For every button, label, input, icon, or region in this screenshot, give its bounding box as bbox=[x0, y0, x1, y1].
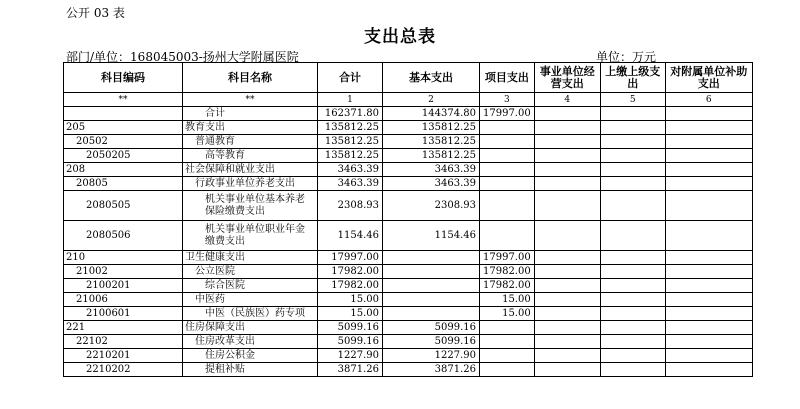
project-cell bbox=[480, 221, 535, 251]
superior-cell bbox=[600, 335, 665, 349]
project-cell: 15.00 bbox=[480, 307, 535, 321]
total-cell: 3871.26 bbox=[318, 363, 383, 377]
total-cell: 15.00 bbox=[318, 293, 383, 307]
superior-cell bbox=[600, 293, 665, 307]
basic-cell: 144374.80 bbox=[383, 107, 480, 121]
basic-cell bbox=[383, 279, 480, 293]
table-row bbox=[64, 279, 753, 293]
subsidy-cell bbox=[665, 135, 752, 149]
basic-cell: 1227.90 bbox=[383, 349, 480, 363]
index-cell: 2 bbox=[383, 93, 480, 107]
table-row bbox=[64, 251, 753, 265]
code-cell: 2050205 bbox=[64, 149, 183, 163]
basic-cell: 135812.25 bbox=[383, 149, 480, 163]
total-cell: 135812.25 bbox=[318, 149, 383, 163]
basic-cell bbox=[383, 293, 480, 307]
project-cell bbox=[480, 191, 535, 221]
name-cell: 教育支出 bbox=[183, 121, 318, 135]
total-cell: 17982.00 bbox=[318, 265, 383, 279]
index-cell: 4 bbox=[534, 93, 600, 107]
index-cell: 3 bbox=[480, 93, 535, 107]
total-cell: 3463.39 bbox=[318, 177, 383, 191]
business-cell bbox=[534, 221, 600, 251]
index-cell: 6 bbox=[665, 93, 752, 107]
form-number: 公开 03 表 bbox=[66, 6, 125, 20]
project-cell bbox=[480, 163, 535, 177]
project-cell: 17997.00 bbox=[480, 107, 535, 121]
subsidy-cell bbox=[665, 363, 752, 377]
col-header-business: 事业单位经营支出 bbox=[534, 63, 600, 93]
subsidy-cell bbox=[665, 349, 752, 363]
subsidy-cell bbox=[665, 149, 752, 163]
subsidy-cell bbox=[665, 191, 752, 221]
table-row bbox=[64, 349, 753, 363]
name-cell: 普通教育 bbox=[183, 135, 318, 149]
superior-cell bbox=[600, 163, 665, 177]
superior-cell bbox=[600, 321, 665, 335]
table-row bbox=[64, 135, 753, 149]
project-cell bbox=[480, 149, 535, 163]
page-title: 支出总表 bbox=[364, 27, 436, 47]
code-cell: 21006 bbox=[64, 293, 183, 307]
name-cell: 合计 bbox=[183, 107, 318, 121]
superior-cell bbox=[600, 191, 665, 221]
table-row bbox=[64, 363, 753, 377]
code-cell: 20805 bbox=[64, 177, 183, 191]
total-cell: 5099.16 bbox=[318, 321, 383, 335]
code-cell: 210 bbox=[64, 251, 183, 265]
project-cell bbox=[480, 321, 535, 335]
subsidy-cell bbox=[665, 107, 752, 121]
name-cell: 公立医院 bbox=[183, 265, 318, 279]
total-cell: 135812.25 bbox=[318, 121, 383, 135]
code-cell: 221 bbox=[64, 321, 183, 335]
code-cell: 2210201 bbox=[64, 349, 183, 363]
project-cell: 17997.00 bbox=[480, 251, 535, 265]
name-cell: 提租补贴 bbox=[183, 363, 318, 377]
expenditure-table bbox=[63, 62, 753, 377]
superior-cell bbox=[600, 265, 665, 279]
basic-cell bbox=[383, 265, 480, 279]
code-cell: 22102 bbox=[64, 335, 183, 349]
total-cell: 135812.25 bbox=[318, 135, 383, 149]
code-cell: 2080506 bbox=[64, 221, 183, 251]
basic-cell bbox=[383, 251, 480, 265]
code-cell: 2100201 bbox=[64, 279, 183, 293]
table-row bbox=[64, 121, 753, 135]
name-cell: 机关事业单位基本养老保险缴费支出 bbox=[183, 191, 318, 221]
business-cell bbox=[534, 293, 600, 307]
subsidy-cell bbox=[665, 293, 752, 307]
col-header-code: 科目编码 bbox=[64, 63, 183, 93]
superior-cell bbox=[600, 221, 665, 251]
business-cell bbox=[534, 121, 600, 135]
col-header-total: 合计 bbox=[318, 63, 383, 93]
total-cell: 1227.90 bbox=[318, 349, 383, 363]
superior-cell bbox=[600, 121, 665, 135]
business-cell bbox=[534, 149, 600, 163]
col-header-superior: 上缴上级支出 bbox=[600, 63, 665, 93]
subsidy-cell bbox=[665, 265, 752, 279]
total-cell: 162371.80 bbox=[318, 107, 383, 121]
project-cell: 15.00 bbox=[480, 293, 535, 307]
business-cell bbox=[534, 265, 600, 279]
subsidy-cell bbox=[665, 121, 752, 135]
table-row bbox=[64, 307, 753, 321]
project-cell bbox=[480, 121, 535, 135]
subsidy-cell bbox=[665, 177, 752, 191]
code-cell: 205 bbox=[64, 121, 183, 135]
name-cell: 中医（民族医）药专项 bbox=[183, 307, 318, 321]
total-cell: 17997.00 bbox=[318, 251, 383, 265]
index-cell: ** bbox=[64, 93, 183, 107]
business-cell bbox=[534, 363, 600, 377]
subsidy-cell bbox=[665, 251, 752, 265]
basic-cell: 5099.16 bbox=[383, 335, 480, 349]
table-row bbox=[64, 293, 753, 307]
total-cell: 15.00 bbox=[318, 307, 383, 321]
subsidy-cell bbox=[665, 221, 752, 251]
unit-label: 单位：万元 bbox=[596, 50, 657, 64]
project-cell: 17982.00 bbox=[480, 265, 535, 279]
project-cell bbox=[480, 177, 535, 191]
name-cell: 机关事业单位职业年金缴费支出 bbox=[183, 221, 318, 251]
table-row bbox=[64, 149, 753, 163]
business-cell bbox=[534, 335, 600, 349]
project-cell bbox=[480, 363, 535, 377]
table-row bbox=[64, 221, 753, 251]
subsidy-cell bbox=[665, 307, 752, 321]
superior-cell bbox=[600, 107, 665, 121]
project-cell bbox=[480, 349, 535, 363]
name-cell: 住房保障支出 bbox=[183, 321, 318, 335]
name-cell: 中医药 bbox=[183, 293, 318, 307]
business-cell bbox=[534, 349, 600, 363]
code-cell: 2080505 bbox=[64, 191, 183, 221]
basic-cell: 1154.46 bbox=[383, 221, 480, 251]
superior-cell bbox=[600, 279, 665, 293]
basic-cell bbox=[383, 307, 480, 321]
basic-cell: 3871.26 bbox=[383, 363, 480, 377]
business-cell bbox=[534, 135, 600, 149]
subsidy-cell bbox=[665, 279, 752, 293]
index-cell: 1 bbox=[318, 93, 383, 107]
business-cell bbox=[534, 191, 600, 221]
total-cell: 3463.39 bbox=[318, 163, 383, 177]
basic-cell: 5099.16 bbox=[383, 321, 480, 335]
code-cell: 2100601 bbox=[64, 307, 183, 321]
superior-cell bbox=[600, 363, 665, 377]
business-cell bbox=[534, 307, 600, 321]
table-row bbox=[64, 265, 753, 279]
department-label: 部门/单位：168045003-扬州大学附属医院 bbox=[66, 50, 299, 64]
total-cell: 2308.93 bbox=[318, 191, 383, 221]
table-row bbox=[64, 191, 753, 221]
name-cell: 行政事业单位养老支出 bbox=[183, 177, 318, 191]
table-row bbox=[64, 335, 753, 349]
basic-cell: 3463.39 bbox=[383, 177, 480, 191]
total-cell: 5099.16 bbox=[318, 335, 383, 349]
subsidy-cell bbox=[665, 335, 752, 349]
project-cell bbox=[480, 135, 535, 149]
col-header-subsidy: 对附属单位补助支出 bbox=[665, 63, 752, 93]
table-row bbox=[64, 321, 753, 335]
name-cell: 社会保障和就业支出 bbox=[183, 163, 318, 177]
superior-cell bbox=[600, 135, 665, 149]
business-cell bbox=[534, 251, 600, 265]
basic-cell: 2308.93 bbox=[383, 191, 480, 221]
superior-cell bbox=[600, 251, 665, 265]
index-cell: 5 bbox=[600, 93, 665, 107]
business-cell bbox=[534, 321, 600, 335]
code-cell: 2210202 bbox=[64, 363, 183, 377]
index-cell: ** bbox=[183, 93, 318, 107]
code-cell: 20502 bbox=[64, 135, 183, 149]
name-cell: 住房公积金 bbox=[183, 349, 318, 363]
superior-cell bbox=[600, 177, 665, 191]
superior-cell bbox=[600, 349, 665, 363]
business-cell bbox=[534, 177, 600, 191]
project-cell: 17982.00 bbox=[480, 279, 535, 293]
business-cell bbox=[534, 163, 600, 177]
subsidy-cell bbox=[665, 163, 752, 177]
business-cell bbox=[534, 279, 600, 293]
superior-cell bbox=[600, 307, 665, 321]
basic-cell: 135812.25 bbox=[383, 121, 480, 135]
basic-cell: 3463.39 bbox=[383, 163, 480, 177]
project-cell bbox=[480, 335, 535, 349]
table-row bbox=[64, 107, 753, 121]
table-row bbox=[64, 177, 753, 191]
name-cell: 住房改革支出 bbox=[183, 335, 318, 349]
col-header-basic: 基本支出 bbox=[383, 63, 480, 93]
name-cell: 综合医院 bbox=[183, 279, 318, 293]
col-header-name: 科目名称 bbox=[183, 63, 318, 93]
code-cell bbox=[64, 107, 183, 121]
total-cell: 17982.00 bbox=[318, 279, 383, 293]
subsidy-cell bbox=[665, 321, 752, 335]
name-cell: 高等教育 bbox=[183, 149, 318, 163]
col-header-project: 项目支出 bbox=[480, 63, 535, 93]
total-cell: 1154.46 bbox=[318, 221, 383, 251]
table-row bbox=[64, 163, 753, 177]
name-cell: 卫生健康支出 bbox=[183, 251, 318, 265]
superior-cell bbox=[600, 149, 665, 163]
code-cell: 208 bbox=[64, 163, 183, 177]
business-cell bbox=[534, 107, 600, 121]
basic-cell: 135812.25 bbox=[383, 135, 480, 149]
code-cell: 21002 bbox=[64, 265, 183, 279]
